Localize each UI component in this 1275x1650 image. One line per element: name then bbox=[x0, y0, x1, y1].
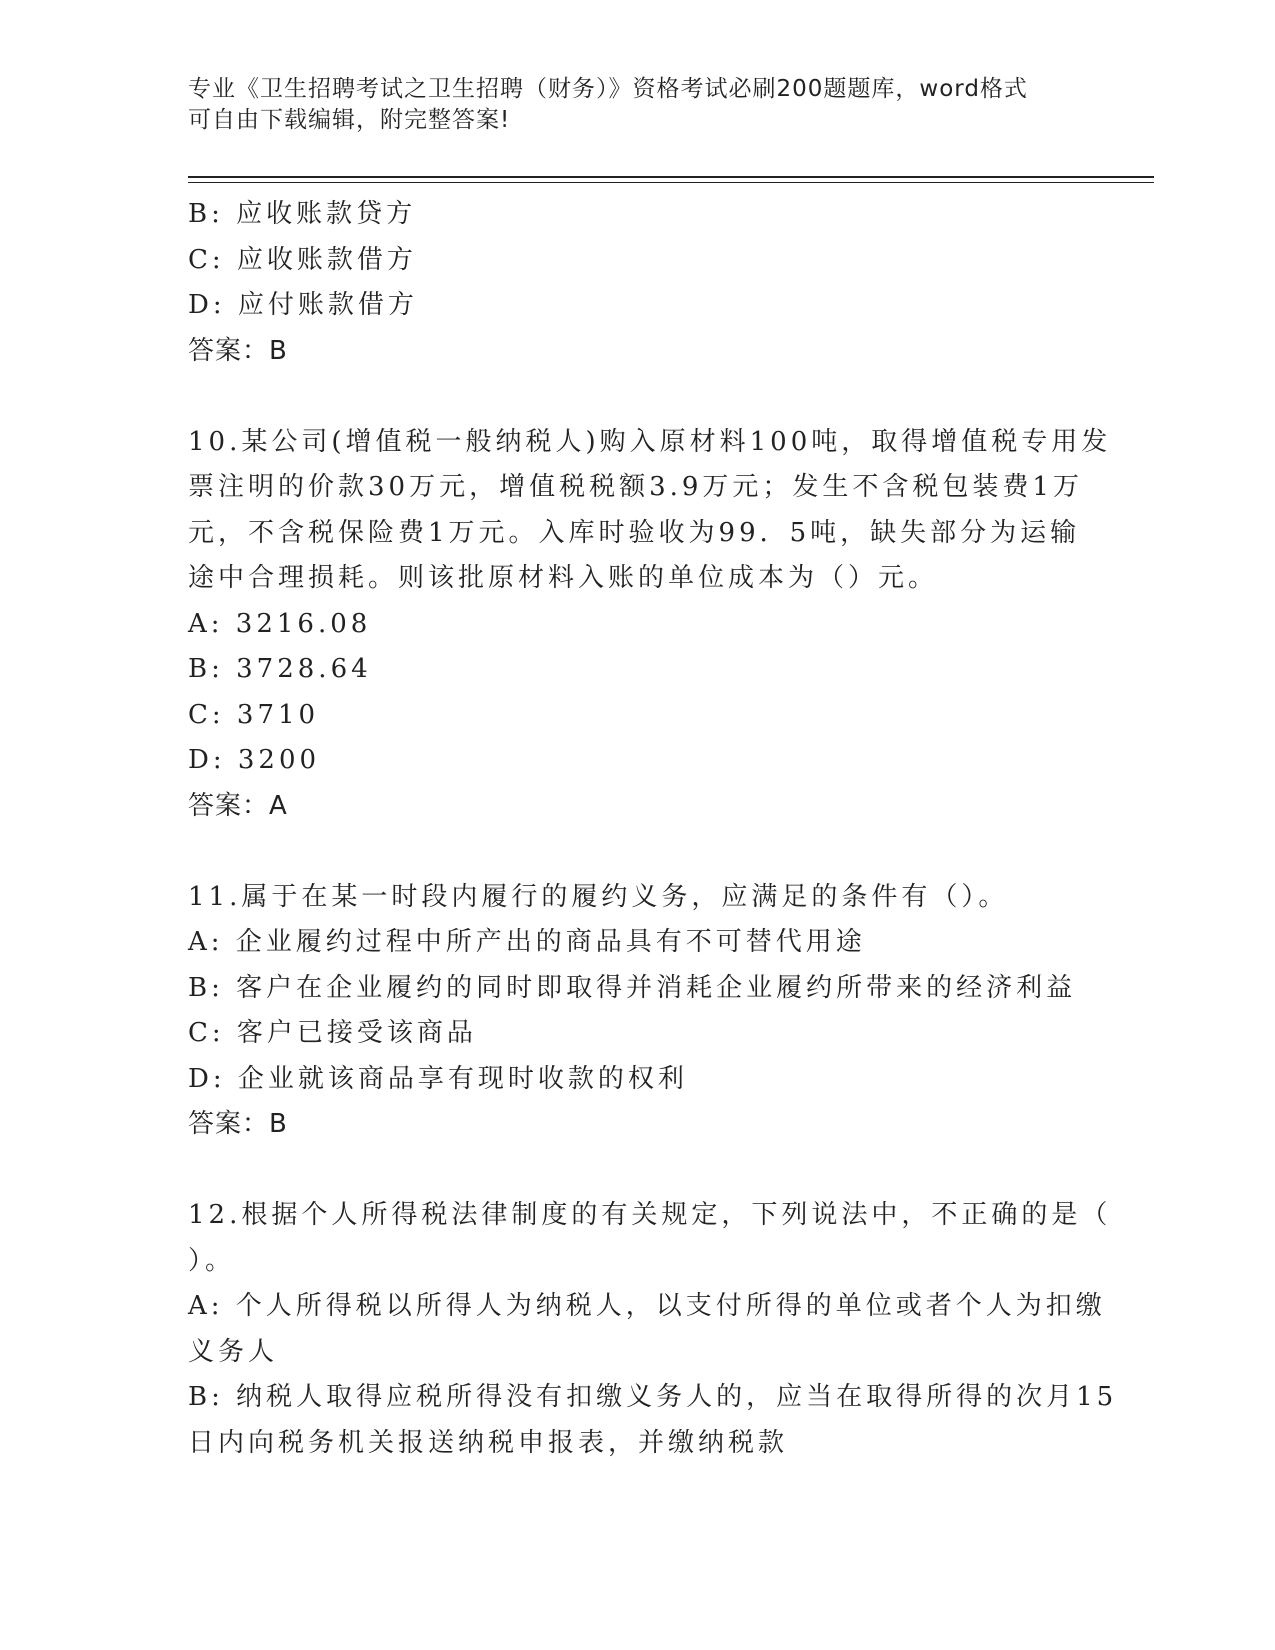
q11-option-c: C: 客户已接受该商品 bbox=[188, 1018, 477, 1048]
q12-stem-line-2: ）。 bbox=[188, 1245, 236, 1276]
question-12 bbox=[188, 1193, 1118, 1466]
q10-option-a: A: 3216.08 bbox=[188, 608, 372, 639]
q11-option-a: A: 企业履约过程中所产出的商品具有不可替代用途 bbox=[188, 927, 866, 957]
q11-stem-line-1: 11.属于在某一时段内履行的履约义务，应满足的条件有（）。 bbox=[188, 881, 1009, 912]
q12-option-b-line-1: B: 纳税人取得应税所得没有扣缴义务人的，应当在取得所得的次月15 bbox=[188, 1382, 1118, 1412]
q10-answer: 答案：A bbox=[188, 790, 288, 821]
q12-option-b-line-2: 日内向税务机关报送纳税申报表，并缴纳税款 bbox=[188, 1427, 789, 1458]
q11-option-b: B: 客户在企业履约的同时即取得并消耗企业履约所带来的经济利益 bbox=[188, 972, 1077, 1003]
q10-stem-line-4: 途中合理损耗。则该批原材料入账的单位成本为（）元。 bbox=[188, 563, 939, 593]
q10-stem-line-2: 票注明的价款30万元，增值税税额3.9万元；发生不含税包装费1万 bbox=[188, 472, 1083, 502]
q11-answer: 答案：B bbox=[188, 1109, 288, 1139]
question-11 bbox=[188, 875, 1088, 1148]
q10-option-c: C: 3710 bbox=[188, 699, 320, 730]
header-title-line-2: 可自由下载编辑，附完整答案! bbox=[188, 107, 511, 133]
q12-stem-line-1: 12.根据个人所得税法律制度的有关规定，下列说法中，不正确的是（ bbox=[188, 1200, 1112, 1230]
q12-option-a-line-2: 义务人 bbox=[188, 1336, 279, 1367]
q10-option-b: B: 3728.64 bbox=[188, 654, 372, 684]
question-gap bbox=[188, 374, 1088, 420]
page-header bbox=[188, 74, 1088, 136]
q9-answer: 答案：B bbox=[188, 335, 288, 366]
q12-option-a-line-1: A: 个人所得税以所得人为纳税人，以支付所得的单位或者个人为扣缴 bbox=[188, 1291, 1106, 1321]
header-divider-thin bbox=[188, 182, 1154, 183]
q10-stem-line-1: 10.某公司(增值税一般纳税人)购入原材料100吨，取得增值税专用发 bbox=[188, 426, 1112, 457]
q9-option-d: D: 应付账款借方 bbox=[188, 290, 418, 320]
question-10 bbox=[188, 420, 1112, 830]
header-title-line-1: 专业《卫生招聘考试之卫生招聘（财务）》资格考试必刷200题题库，word格式 bbox=[188, 76, 1028, 102]
header-divider-thick bbox=[188, 176, 1154, 178]
question-gap bbox=[188, 1148, 1088, 1194]
q9-option-c: C: 应收账款借方 bbox=[188, 244, 417, 275]
question-gap bbox=[188, 829, 1088, 875]
q10-stem-line-3: 元，不含税保险费1万元。入库时验收为99．5吨，缺失部分为运输 bbox=[188, 517, 1081, 548]
q9-option-b: B: 应收账款贷方 bbox=[188, 199, 417, 229]
question-9 bbox=[188, 192, 1088, 374]
q10-option-d: D: 3200 bbox=[188, 745, 321, 775]
q11-option-d: D: 企业就该商品享有现时收款的权利 bbox=[188, 1063, 688, 1094]
question-list bbox=[188, 192, 1118, 1466]
